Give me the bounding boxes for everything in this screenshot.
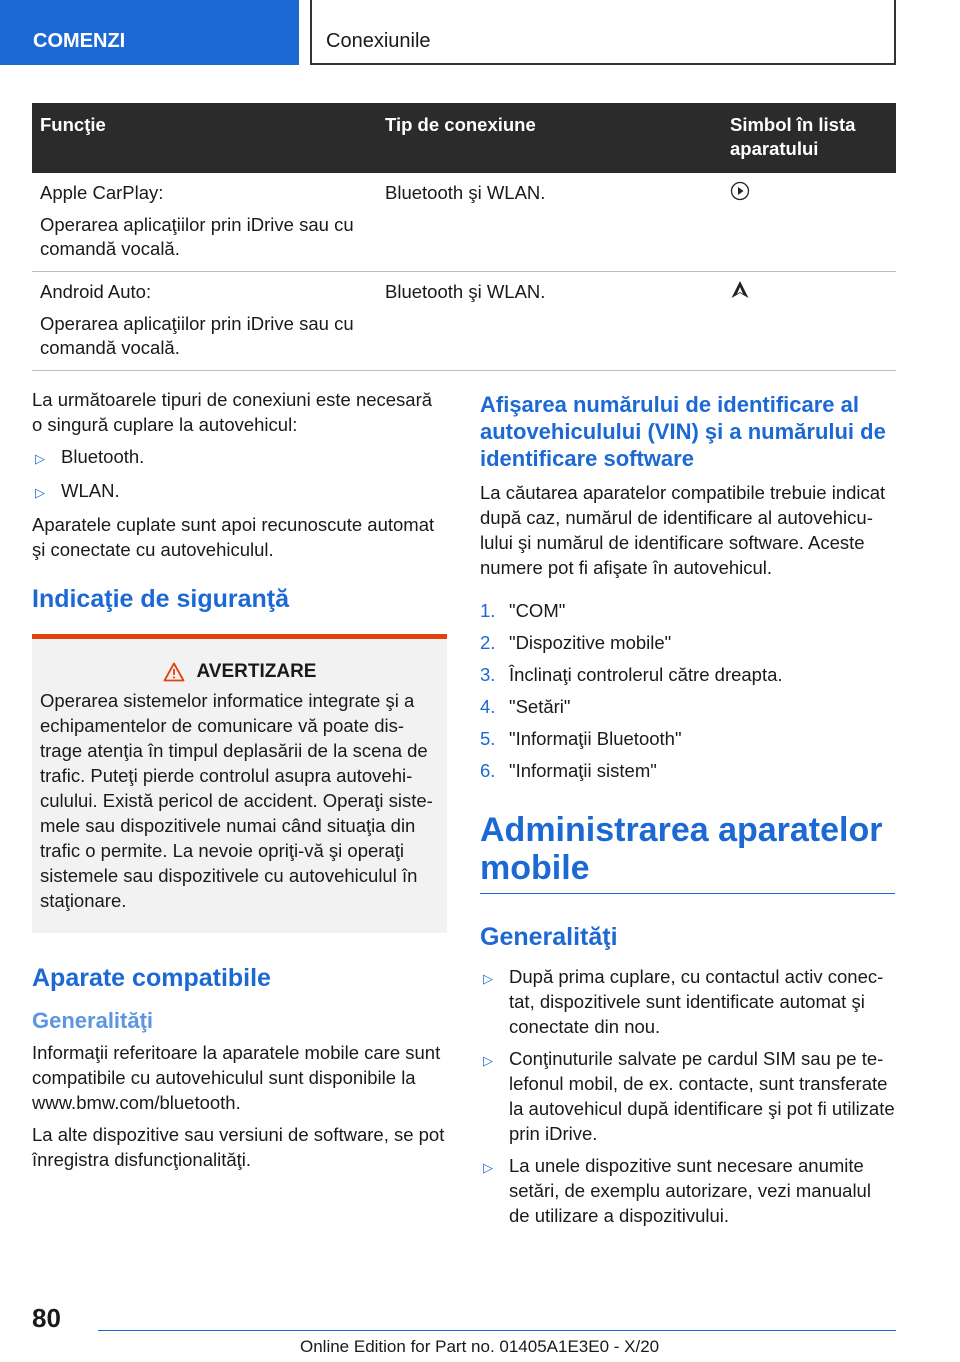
list-item [32,478,447,505]
bullet-text: După prima cuplare, cu contactul activ conectat, dispozitivele sunt identificate automat şi conectate din nou. [509,966,884,1037]
admin-subheading: Generalităţi [480,923,618,951]
step-text: "Informaţii sistem" [509,760,657,781]
step-number: 5. [480,728,496,749]
function-desc: Operarea aplicaţiilor prin iDrive sau cu comandă vocală. [40,214,354,259]
general-heading: Generalităţi [32,1008,154,1033]
warning-box [32,634,447,933]
list-item [480,662,895,687]
bullet-text: La unele dispozitive sunt necesare anumite setări, de exemplu autorizare, vezi manualul de utilizare a dispozitivului. [509,1155,871,1226]
list-item [480,758,895,783]
triangle-bullet-icon: ▷ [483,1053,493,1068]
compat-heading: Aparate compatibile [32,964,271,992]
triangle-bullet-icon: ▷ [483,971,493,986]
warning-title: AVERTIZARE [196,661,317,682]
function-desc: Operarea aplicaţiilor prin iDrive sau cu comandă vocală. [40,313,354,358]
left-column [32,387,447,1179]
list-item [480,630,895,655]
list-item [480,694,895,719]
general-paragraph: La alte dispozitive sau versiuni de software, se pot înregistra disfuncţionalităţi. [32,1124,445,1170]
vin-heading: Afişarea numărului de identificare al autovehiculului (VIN) şi a numărului de identificare software [480,392,886,471]
list-item [480,1153,895,1228]
table-row [32,173,896,272]
table-cell-symbol [722,272,896,371]
table-cell-connection: Bluetooth şi WLAN. [377,272,722,371]
table-row [32,272,896,371]
table-cell-function [32,173,377,272]
page-number: 80 [32,1303,61,1333]
list-item [480,598,895,623]
android-auto-icon [730,280,750,300]
table-header-connection: Tip de conexiune [377,103,722,173]
bullet-text: WLAN. [61,480,120,501]
function-name: Apple CarPlay: [40,182,164,203]
carplay-icon [730,181,750,201]
admin-heading: Administrarea aparatelor mobile [480,811,895,894]
step-number: 1. [480,600,496,621]
warning-text: Operarea sistemelor informatice integrate şi a echipamentelor de comunicare vă poate distrage atenţia în timpul deplasării de la scena de trafic. Puteţi pierde controlul asupra autovehiculului. Există pericol de accident. Operaţi sistemele sau dispozitivele numai când situaţia din trafic o permite. La nevoie opriţi-vă şi operaţi sistemele sau dispozitivele cu autovehiculul în staţionare. [40,690,433,911]
connection-intro: La următoarele tipuri de conexiuni este necesară o singură cuplare la autovehicul: [32,389,433,435]
general-paragraph: Informaţii referitoare la aparatele mobile care sunt compatibile cu autovehiculul sunt disponibile la www.bmw.com/bluetooth. [32,1042,441,1113]
step-text: "Dispozitive mobile" [509,632,672,653]
step-number: 4. [480,696,496,717]
warning-header [40,659,439,684]
warning-triangle-icon [163,662,185,682]
table-cell-function [32,272,377,371]
step-text: "COM" [509,600,566,621]
triangle-bullet-icon: ▷ [35,485,45,500]
step-number: 6. [480,760,496,781]
step-number: 3. [480,664,496,685]
steps-list [480,598,895,783]
right-column [480,387,895,1235]
list-item [480,726,895,751]
vin-text: La căutarea aparatelor compatibile trebuie indicat după caz, numărul de identificare al autovehiculului şi numărul de identificare software. Aceste numere pot fi afişate în autovehicul. [480,482,886,578]
table-cell-connection: Bluetooth şi WLAN. [377,173,722,272]
step-number: 2. [480,632,496,653]
function-name: Android Auto: [40,281,152,302]
bullet-text: Conţinuturile salvate pe cardul SIM sau pe telefonul mobil, de ex. contacte, sunt transferate la autovehicul după identificare şi pot fi utilizate prin iDrive. [509,1048,895,1144]
list-item [480,1046,895,1146]
table-header-row [32,103,896,173]
step-text: Înclinaţi controlerul către dreapta. [509,664,783,685]
table-header-symbol: Simbol în lista aparatului [722,103,896,173]
connections-table [32,103,896,371]
triangle-bullet-icon: ▷ [483,1160,493,1175]
safety-heading: Indicaţie de siguranţă [32,585,290,613]
list-item [480,964,895,1039]
step-text: "Setări" [509,696,571,717]
table-cell-symbol [722,173,896,272]
list-item [32,444,447,471]
section-title: Conexiunile [310,0,896,65]
step-text: "Informaţii Bluetooth" [509,728,682,749]
bullet-text: Bluetooth. [61,446,145,467]
chapter-tab: COMENZI [0,0,299,65]
table-header-function: Funcţie [32,103,377,173]
footer-edition: Online Edition for Part no. 01405A1E3E0 - X/20 [300,1337,660,1356]
triangle-bullet-icon: ▷ [35,451,45,466]
connection-outro: Aparatele cuplate sunt apoi recunoscute automat şi conectate cu autovehiculul. [32,514,435,560]
footer-divider [98,1330,896,1331]
